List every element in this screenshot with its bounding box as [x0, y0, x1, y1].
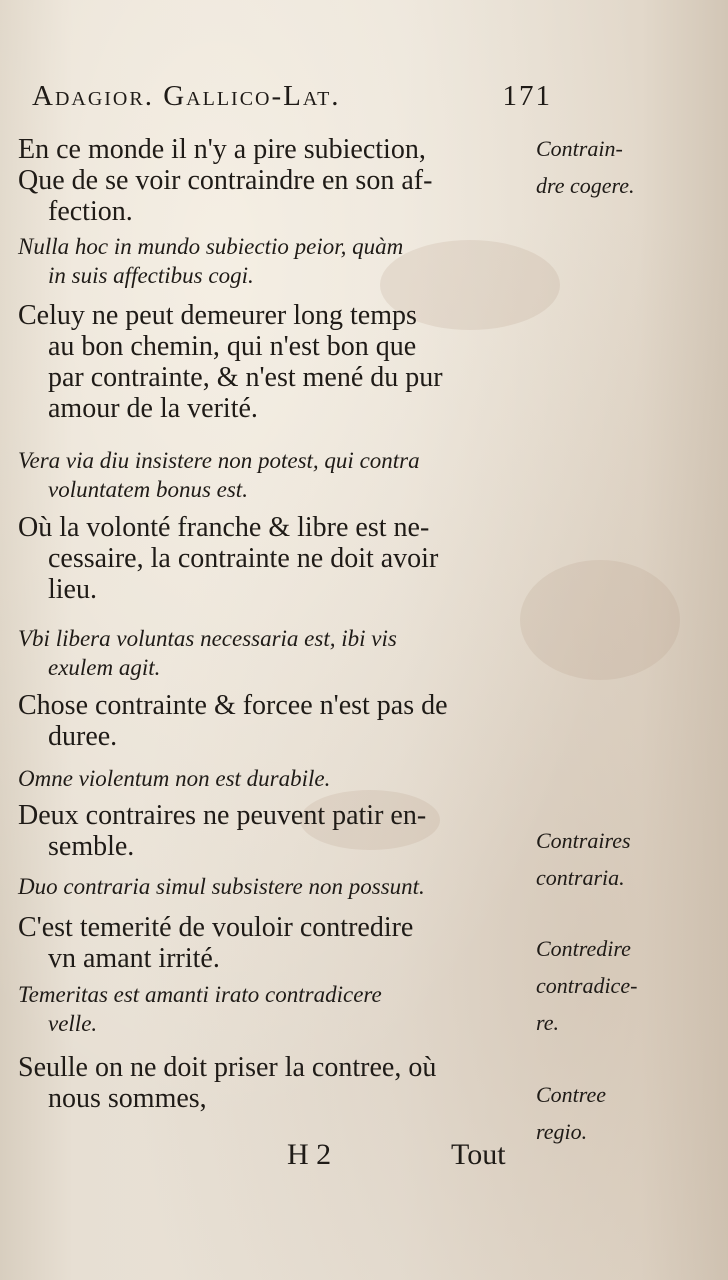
margin-note-line: Contree	[536, 1082, 607, 1107]
margin-note	[536, 822, 706, 896]
entry-latin	[18, 872, 540, 901]
entry-french	[18, 134, 540, 227]
margin-note	[536, 130, 706, 204]
entry-french	[18, 512, 540, 605]
text-line: C'est temerité de vouloir contredire	[18, 912, 414, 943]
margin-note-line: contradice-	[536, 973, 638, 998]
margin-note	[536, 930, 706, 1041]
margin-note-line: contraria.	[536, 865, 625, 890]
text-line: Omne violentum non est durabile.	[18, 766, 331, 791]
margin-note	[536, 1076, 706, 1150]
text-line: Où la volonté franche & libre est ne-	[18, 512, 430, 543]
text-line: exulem agit.	[48, 655, 161, 680]
entry-latin	[18, 980, 540, 1038]
text-line: Que de se voir contraindre en son af-	[18, 165, 433, 196]
entry-latin	[18, 446, 540, 504]
running-title: Adagior. Gallico-Lat.	[32, 80, 341, 112]
entry-french	[18, 300, 540, 424]
text-line: par contrainte, & n'est mené du pur	[48, 362, 443, 393]
text-line: Temeritas est amanti irato contradicere	[18, 982, 382, 1007]
text-line: voluntatem bonus est.	[48, 477, 248, 502]
entry-french	[18, 1052, 540, 1114]
text-line: duree.	[48, 721, 118, 752]
margin-note-line: re.	[536, 1010, 560, 1035]
text-line: vn amant irrité.	[48, 943, 220, 974]
text-line: nous sommes,	[48, 1083, 207, 1114]
entry-french	[18, 800, 540, 862]
entry-french	[18, 912, 540, 974]
text-line: fection.	[48, 196, 133, 227]
text-line: Vera via diu insistere non potest, qui contra	[18, 448, 420, 473]
text-line: Celuy ne peut demeurer long temps	[18, 300, 417, 331]
text-line: Deux contraires ne peuvent patir en-	[18, 800, 427, 831]
text-line: Seulle on ne doit priser la contree, où	[18, 1052, 437, 1083]
text-line: amour de la verité.	[48, 393, 258, 424]
margin-note-line: dre cogere.	[536, 173, 635, 198]
margin-note-line: Contrain-	[536, 136, 623, 161]
text-line: lieu.	[48, 574, 97, 605]
text-line: En ce monde il n'y a pire subiection,	[18, 134, 426, 165]
running-header	[32, 80, 552, 113]
signature-mark: H 2	[287, 1138, 332, 1171]
text-line: velle.	[48, 1011, 98, 1036]
text-line: Chose contrainte & forcee n'est pas de	[18, 690, 448, 721]
text-line: semble.	[48, 831, 135, 862]
catchword: Tout	[451, 1138, 506, 1171]
text-line: Nulla hoc in mundo subiectio peior, quàm	[18, 234, 404, 259]
entry-latin	[18, 764, 540, 793]
paper-stain	[520, 560, 680, 680]
text-line: Duo contraria simul subsistere non possunt.	[18, 874, 425, 899]
text-line: Vbi libera voluntas necessaria est, ibi vis	[18, 626, 397, 651]
margin-note-line: regio.	[536, 1119, 588, 1144]
entry-latin	[18, 624, 540, 682]
entry-french	[18, 690, 540, 752]
text-line: in suis affectibus cogi.	[48, 263, 254, 288]
margin-note-line: Contraires	[536, 828, 631, 853]
text-line: cessaire, la contrainte ne doit avoir	[48, 543, 439, 574]
text-line: au bon chemin, qui n'est bon que	[48, 331, 417, 362]
margin-note-line: Contredire	[536, 936, 631, 961]
entry-latin	[18, 232, 540, 290]
page-number: 171	[502, 80, 552, 112]
